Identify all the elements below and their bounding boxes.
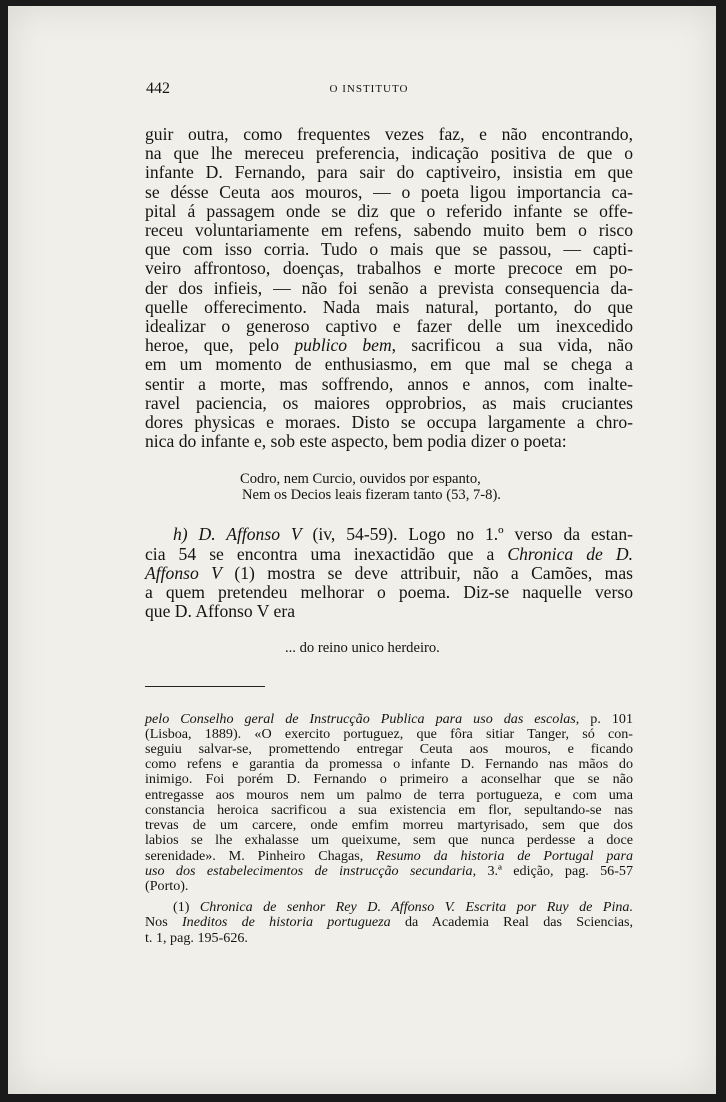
text-line: sentir a morte, mas soffrendo, annos e annos, com inalte- <box>145 373 633 394</box>
quote-line: Nem os Decios leais fizeram tanto (53, 7-8). <box>242 487 501 504</box>
text-line: der dos infieis, — não foi senão a prevista consequencia da- <box>145 277 633 298</box>
footnote-line: constancia heroica sacrificou a sua existencia em flor, sepultando-se nas <box>145 801 633 818</box>
text-line: que com isso corria. Tudo o mais que se passou, — capti- <box>145 239 633 260</box>
text-line: a quem pretendeu melhorar o poema. Diz-se naquelle verso <box>145 582 633 603</box>
footnote-rule <box>145 686 265 687</box>
footnote-line: serenidade». M. Pinheiro Chagas, Resumo da historia de Portugal para <box>145 847 633 864</box>
text-line: na que lhe mereceu preferencia, indicação positiva de que o <box>145 143 633 164</box>
footnote-line: entregasse aos mouros nem um palmo de terra portugueza, e com uma <box>145 786 633 803</box>
text-line: idealizar o generoso captivo e fazer delle um inexcedido <box>145 316 633 337</box>
verse-citation: ... do reino unico herdeiro. <box>285 640 440 657</box>
footnote-line: t. 1, pag. 195-626. <box>145 929 248 946</box>
footnote-line: trevas de um carcere, onde emfim morreu martyrisado, sem que dos <box>145 817 633 834</box>
text-line: pital á passagem onde se diz que o referido infante se offe- <box>145 200 633 221</box>
text-line: quelle offerecimento. Nada mais natural, portanto, do que <box>145 296 633 317</box>
scanned-page <box>8 6 716 1094</box>
text-line: heroe, que, pelo publico bem, sacrificou a sua vida, não <box>145 335 634 356</box>
text-line: se désse Ceuta aos mouros, — o poeta ligou importancia ca- <box>145 181 633 202</box>
footnote-line: Nos Ineditos de historia portugueza da Academia Real das Sciencias, <box>145 914 633 931</box>
main-paragraph <box>145 125 633 451</box>
footnote-line: (1) Chronica de senhor Rey D. Affonso V. Escrita por Ruy de Pina. <box>173 899 633 916</box>
main-text <box>145 125 633 659</box>
text-line: em um momento de enthusiasmo, em que mal se chega a <box>145 354 633 375</box>
text-line: nica do infante e, sob este aspecto, bem podia dizer o poeta: <box>145 431 567 452</box>
text-line: cia 54 se encontra uma inexactidão que a Chronica de D. <box>145 543 633 564</box>
footnote-line: inimigo. Foi porém D. Fernando o primeiro a aconselhar que se não <box>145 771 633 788</box>
footnote-continuation <box>145 712 633 894</box>
footnote-line: seguiu salvar-se, promettendo entregar Ceuta aos mouros, e ficando <box>145 741 633 758</box>
running-head: O INSTITUTO <box>329 83 409 95</box>
footnote-line: (Porto). <box>145 877 189 894</box>
footnote-line: uso dos estabelecimentos de instrucção secundaria, 3.ª edição, pag. 56-57 <box>145 862 634 879</box>
footnote-line: labios se lhe exhalasse um queixume, sem que nunca perdesse a doce <box>145 832 633 849</box>
page-header <box>145 74 633 98</box>
text-line: veiro affrontoso, doenças, trabalhos e morte precoce em po- <box>145 258 633 279</box>
section-h-paragraph <box>145 525 633 621</box>
text-line: Affonso V (1) mostra se deve attribuir, não a Camões, mas <box>145 562 633 583</box>
text-line: h) D. Affonso V (iv, 54-59). Logo no 1.º verso da estan- <box>173 524 633 545</box>
quotation <box>240 471 633 503</box>
page-content <box>145 74 633 946</box>
text-line: guir outra, como frequentes vezes faz, e não encontrando, <box>145 124 633 144</box>
footnote-line: (Lisboa, 1889). «O exercito portuguez, que fôra sitiar Tanger, só con- <box>145 725 633 742</box>
quote-line: Codro, nem Curcio, ouvidos por espanto, <box>240 471 481 488</box>
text-line: ravel paciencia, os maiores opprobrios, as mais cruciantes <box>145 392 633 413</box>
footnote-1 <box>145 900 633 946</box>
footnotes <box>145 712 633 946</box>
text-line: infante D. Fernando, para sair do captiveiro, insistia em que <box>145 162 633 183</box>
footnote-line: pelo Conselho geral de Instrucção Publica para uso das escolas, p. 101 <box>145 710 633 727</box>
text-line: que D. Affonso V era <box>145 601 296 622</box>
page-number: 442 <box>146 80 170 97</box>
footnote-line: como refens e garantia da promessa o infante D. Fernando nas mãos do <box>145 756 633 773</box>
text-line: receu voluntariamente em refens, sabendo muito bem o risco <box>145 220 633 241</box>
text-line: dores physicas e moraes. Disto se occupa largamente a chro- <box>145 412 633 433</box>
